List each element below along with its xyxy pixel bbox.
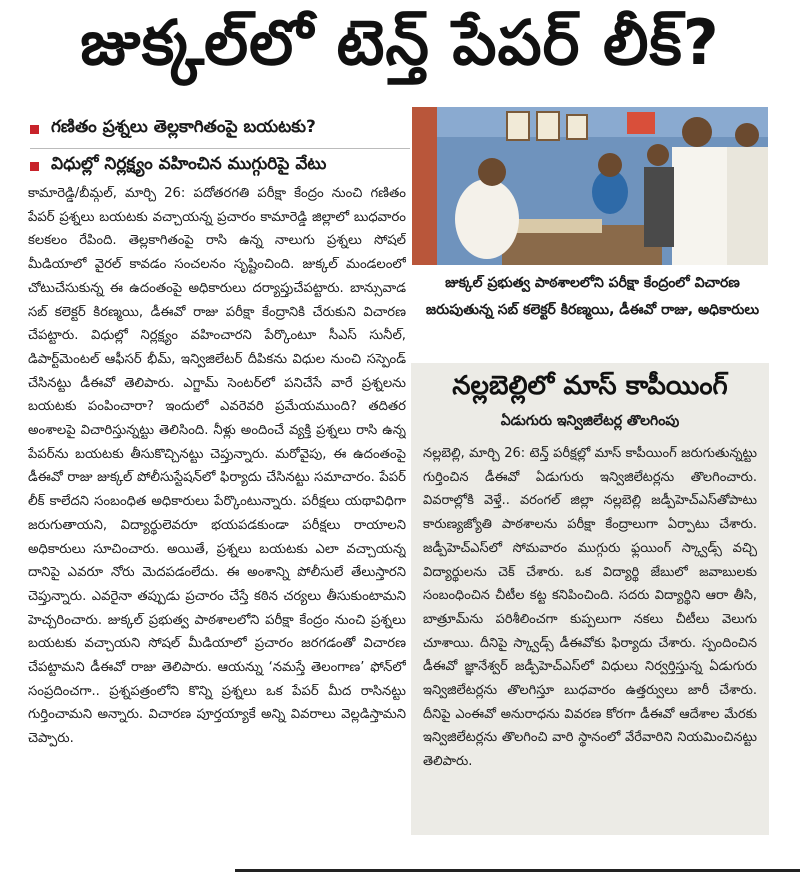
officials-inspection-photo (412, 107, 768, 265)
square-bullet-icon (30, 162, 39, 171)
photo-caption: జుక్కల్‌ ప్రభుత్వ పాఠశాలలోని పరీక్షా కేంద్రంలో విచారణ జరుపుతున్న సబ్‌ కలెక్టర్‌ కిరణ్మయి, డీఈవో రాజు, అధికారులు (425, 275, 760, 318)
bullet-item (30, 148, 410, 185)
news-photo (412, 107, 768, 265)
sidebar-title: నల్లబెల్లిలో మాస్‌ కాపీయింగ్‌ (452, 371, 728, 401)
sidebar-body: నల్లబెల్లి, మార్చి 26: టెన్త్‌ పరీక్షల్లో మాస్‌ కాపీయింగ్‌ జరుగుతున్నట్టు గుర్తించిన డీఈవో ఏడుగురు ఇన్విజిలేటర్లను తొలగించారు. వివరాల్లోకి వెళ్తే.. వరంగల్‌ జిల్లా నల్లబెల్లి జడ్పీహెచ్‌ఎస్‌తోపాటు కారుణ్యజ్యోతి పాఠశాలను పరీక్షా కేంద్రాలుగా ఏర్పాటు చేశారు. జడ్పీహెచ్‌ఎస్‌లో సోమవారం ముగ్గురు ఫ్లయింగ్‌ స్క్వాడ్స్‌ వచ్చి విద్యార్థులను చెక్‌ చేశారు. ఒక విద్యార్థి జేబులో జవాబులకు సంబంధించిన చీటీల కట్ట కనిపించింది. సదరు విద్యార్థిని ఆరా తీసి, బాత్రూమ్‌ను పరిశీలించగా కుప్పలుగా నకలు చీటీలు వెలుగు చూశాయి. దీనిపై స్క్వాడ్స్‌ డీఈవోకు ఫిర్యాదు చేశారు. స్పందించిన డీఈవో జ్ఞానేశ్వర్‌ జడ్పీహెచ్‌ఎస్‌లో విధులు నిర్వర్తిస్తున్న ఏడుగురు ఇన్విజిలేటర్లను తొలగిస్తూ బుధవారం ఉత్తర్వులు జారీ చేశారు. దీనిపై ఎంఈవో అనురాధను వివరణ కోరగా డీఈవో ఆదేశాల మేరకు ఇన్విజిలేటర్లను తొలగించి వారి స్థానంలో వేరేవారిని నియమించినట్టు తెలిపారు. (423, 446, 757, 770)
article-body: కామారెడ్డి/బీమ్గల్‌, మార్చి 26: పదోతరగతి పరీక్షా కేంద్రం నుంచి గణితం పేపర్‌ ప్రశ్నలు బయటకు వచ్చాయన్న ప్రచారం కామారెడ్డి జిల్లాలో బుధవారం కలకలం రేపింది. తెల్లకాగితంపై రాసి ఉన్న నాలుగు ప్రశ్నలు సోషల్‌ మీడియాలో వైరల్‌ కావడం సంచలనం సృష్టించింది. జుక్కల్‌ మండలంలో చోటుచేసుకున్న ఈ ఉదంతంపై అధికారులు దర్యాప్తుచేపట్టారు. బాన్సువాడ సబ్‌ కలెక్టర్‌ కిరణ్మయి, డీఈవో రాజు పరీక్షా కేంద్రానికి చేరుకుని విచారణ చేపట్టారు. విధుల్లో నిర్లక్ష్యం వహించారని పేర్కొంటూ సీఎస్‌ సునీల్‌, డిపార్ట్‌మెంటల్‌ ఆఫీసర్‌ భీమ్‌, ఇన్విజిలేటర్‌ దీపికను విధుల నుంచి సస్పెండ్‌ చేసినట్టు డీఈవో తెలిపారు. ఎగ్జామ్‌ సెంటర్‌లో పనిచేసే వారే ప్రశ్నలను బయటకు పంపించారా? ఇందులో ఎవరెవరి ప్రమేయముంది? తదితర అంశాలపై విచారిస్తున్నట్టు తెలిసింది. నీళ్లు అందించే వ్యక్తి ప్రశ్నలు రాసి ఉన్న పేపర్‌ను బయటకు తీసుకొచ్చినట్టు చెప్తున్నారు. మరోవైపు, ఈ ఉదంతంపై డీఈవో రాజు జుక్కల్‌ పోలీసుస్టేషన్‌లో ఫిర్యాదు చేసినట్టు సమాచారం. పేపర్‌ లీక్‌ కాలేదని సంబంధిత అధికారులు పేర్కొంటున్నారు. పరీక్షలు యథావిధిగా జరుగుతాయని, విద్యార్థులెవరూ భయపడకుండా పరీక్షలు రాయాలని అధికారులు సూచించారు. అయితే, ప్రశ్నలు బయటకు ఎలా వచ్చాయన్న దానిపై ఎవరూ నోరు మెదపడంలేదు. ఈ అంశాన్ని పోలీసులే తేలుస్తారని చెప్తున్నారు. ఎవరైనా తప్పుడు ప్రచారం చేస్తే కఠిన చర్యలు తీసుకుంటామని హెచ్చరించారు. జుక్కల్‌ ప్రభుత్వ పాఠశాలలోని పరీక్షా కేంద్రం నుంచి ప్రశ్నలు బయటకు వచ్చాయని సోషల్‌ మీడియాలో ప్రచారం జరగడంతో విచారణ చేపట్టామని డీఈవో రాజు తెలిపారు. ఆయన్ను ‘నమస్తే తెలంగాణ’ ఫోన్‌లో సంప్రదించగా.. ప్రశ్నపత్రంలోని కొన్ని ప్రశ్నలు ఒక పేపర్‌ మీద రాసినట్టు గుర్తించామని అన్నారు. విచారణ పూర్తయ్యాకే అన్ని వివరాలు వెల్లడిస్తామని చెప్పారు. (28, 186, 406, 747)
bullet-list (30, 112, 410, 185)
bullet-text: గణితం ప్రశ్నలు తెల్లకాగితంపై బయటకు? (51, 117, 316, 137)
square-bullet-icon (30, 125, 39, 134)
sidebar-subtitle: ఏడుగురు ఇన్విజిలేటర్ల తొలగింపు (500, 413, 680, 429)
divider-line (235, 869, 800, 872)
main-article (28, 182, 406, 842)
bullet-text: విధుల్లో నిర్లక్ష్యం వహించిన ముగ్గురిపై వేటు (51, 154, 327, 174)
headline: జుక్కల్‌లో టెన్త్‌ పేపర్‌ లీక్‌? (80, 6, 720, 79)
bullet-item (30, 112, 410, 148)
sidebar-story (411, 363, 769, 835)
